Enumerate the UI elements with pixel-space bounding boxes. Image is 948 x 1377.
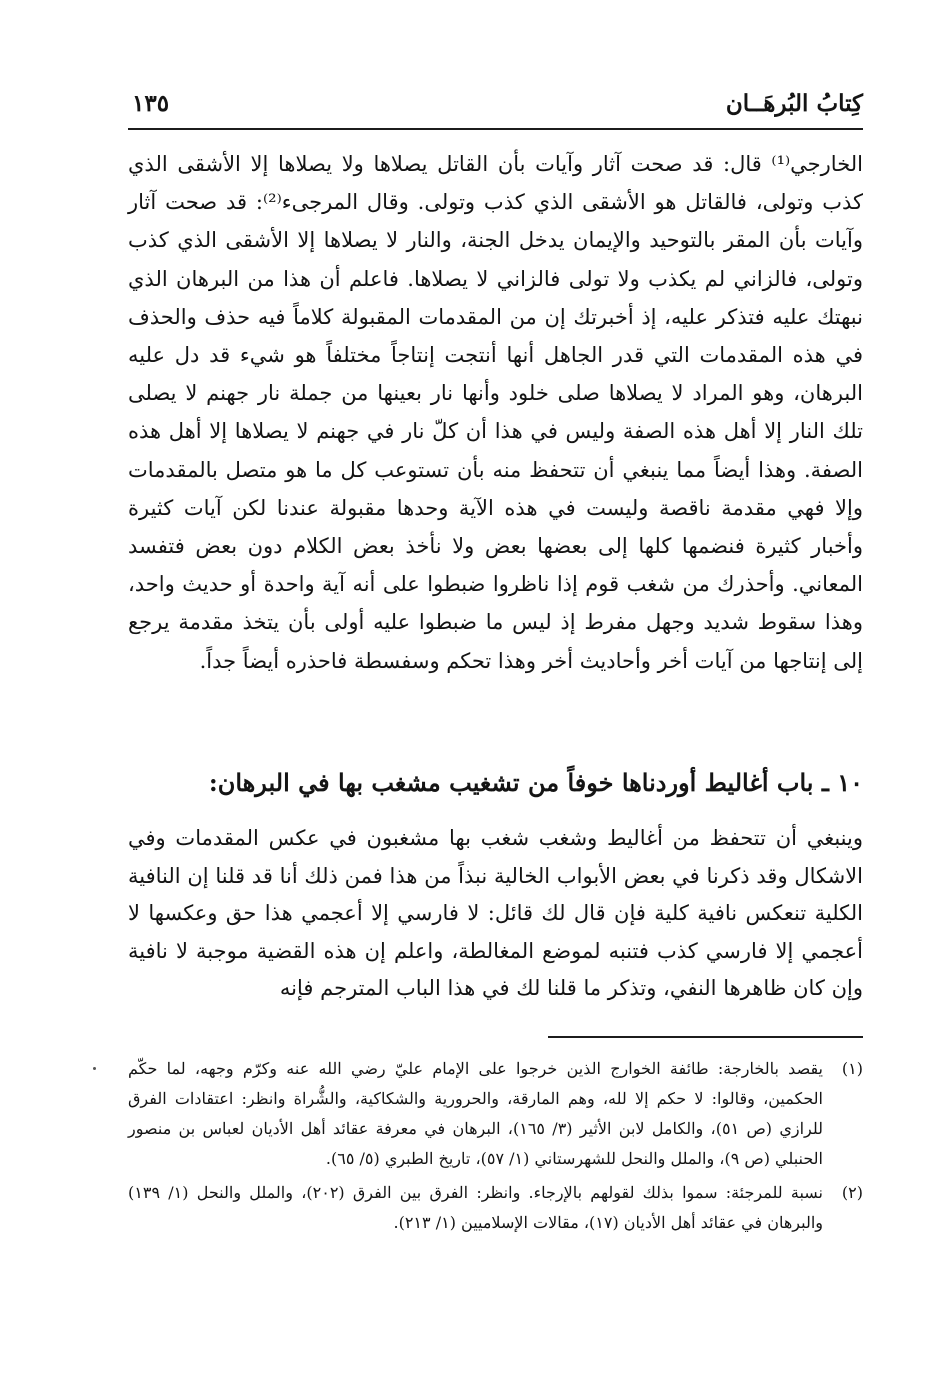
section-paragraph: وينبغي أن تتحفظ من أغاليط وشغب شغب بها مشغبون في عكس المقدمات وفي الاشكال وقد ذكرنا في بعض الأبواب الخالية نبذاً من هذا فمن ذلك أنا قد قلنا إن النافية الكلية تنعكس نافية كلية فإن قال لك قائل: لا فارسي إلا أعجمي هذا حق وعكسها لا أعجمي إلا فارسي كذب فتنبه لموضع المغالطة، واعلم إن هذه القضية موجبة لا نافية وإن كان ظاهرها النفي، وتذكر ما قلنا لك في هذا الباب المترجم فإنه	[128, 826, 863, 1000]
page-header	[128, 88, 863, 130]
section-text-block	[128, 820, 863, 1008]
footnote-number: (٢)	[841, 1183, 863, 1202]
scan-speck	[93, 1067, 96, 1070]
running-title: كِتابُ البُرهَــان	[725, 90, 863, 117]
main-text-block	[128, 145, 863, 680]
footnote-number: (١)	[841, 1059, 863, 1078]
footnotes	[128, 1054, 863, 1242]
page-number: ١٣٥	[132, 90, 170, 117]
footnote-separator	[548, 1036, 863, 1038]
footnote-text: يقصد بالخارجة: طائفة الخوارج الذين خرجوا على الإمام عليّ رضي الله عنه وكرّم وجهه، لما حكّم الحكمين، وقالوا: لا حكم إلا لله، وهم المارقة، والحرورية والشكاكية، والشُّراة وانظر: اعتقادات الفرق للرازي (ص ٥١)، والكامل لابن الأثير (٣/ ١٦٥)، البرهان في معرفة عقائد أهل الأديان لعباس بن منصور الحنبلي (ص ٩)، والملل والنحل للشهرستاني (١/ ٥٧)، تاريخ الطبري (٥/ ٦٥).	[128, 1059, 824, 1168]
footnote-text: نسبة للمرجئة: سموا بذلك لقولهم بالإرجاء. وانظر: الفرق بين الفرق (٢٠٢)، والملل والنحل (١/ ١٣٩) والبرهان في عقائد أهل الأديان (١٧)، مقالات الإسلاميين (١/ ٢١٣).	[128, 1183, 824, 1232]
footnote-2	[128, 1178, 863, 1238]
body-paragraph: الخارجي⁽¹⁾ قال: قد صحت آثار وآيات بأن القاتل يصلاها ولا يصلاها إلا الأشقى الذي كذب وتولى، فالقاتل هو الأشقى الذي كذب وتولى. وقال المرجىء⁽²⁾: قد صحت آثار وآيات بأن المقر بالتوحيد والإيمان يدخل الجنة، والنار لا يصلاها إلا الأشقى الذي كذب وتولى، فالزاني لم يكذب ولا تولى فالزاني لا يصلاها. فاعلم أن هذا من البرهان الذي نبهتك عليه فتذكر عليه، إذ أخبرتك إن من المقدمات المقبولة كلاماً فيه حذف والحذف في هذه المقدمات التي قدر الجاهل أنها أنتجت إنتاجاً مختلفاً هو شيء قد دل عليه البرهان، وهو المراد لا يصلاها صلى خلود وأنها نار بعينها من جملة نار جهنم لا يصلى تلك النار إلا أهل هذه الصفة وليس في هذا أن كلّ نار في جهنم لا يصلاها إلا أهل هذه الصفة. وهذا أيضاً مما ينبغي أن تتحفظ منه بأن تستوعب كل ما هو متصل بالمقدمات وإلا فهي مقدمة ناقصة وليست في هذه الآية وحدها مقبولة عندنا لكن آيات كثيرة وأخبار كثيرة فنضمها كلها إلى بعضها بعض ولا نأخذ بعض الكلام دون بعض فتفسد المعاني. وأحذرك من شغب قوم إذا ناظروا ضبطوا على أنه آية واحدة أو حديث واحد، وهذا سقوط شديد وجهل مفرط إذ ليس ما ضبطوا عليه أولى بأن يتخذ مقدمة يرجع إلى إنتاجها من آيات أخر وأحاديث أخر وهذا تحكم وسفسطة فاحذره أيضاً جداً.	[128, 152, 864, 673]
section-heading: ١٠ ـ باب أغاليط أوردناها خوفاً من تشغيب مشغب بها في البرهان:	[208, 768, 863, 797]
footnote-1	[128, 1054, 863, 1174]
